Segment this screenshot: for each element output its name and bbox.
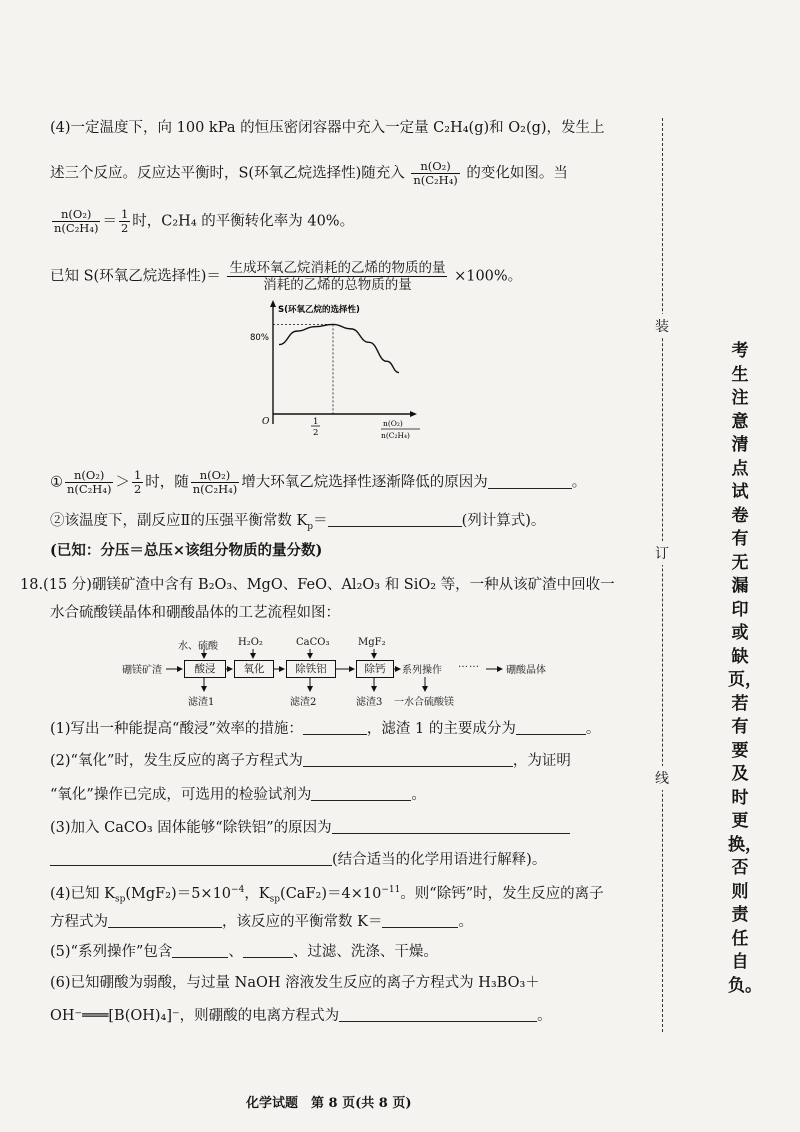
answer-blank-p1a[interactable] bbox=[303, 720, 367, 735]
half-denominator: 2 bbox=[120, 221, 129, 235]
p6-period: 。 bbox=[537, 1008, 552, 1024]
q17-4-line3: $\frac{\text{n(O₂)}}{\text{n(C₂H₄)}}$ ＝ $\frac{1}{2}$ 时，C₂H₄ 的平衡转化率为 40%。 bbox=[54, 207, 355, 235]
q18-part4 bbox=[50, 880, 604, 910]
flow-output-4: 一水合硫酸镁 bbox=[394, 697, 454, 708]
sub2-text: ②该温度下，副反应Ⅱ的压强平衡常数 K bbox=[50, 513, 308, 529]
ratio-numerator: n(O₂) bbox=[411, 160, 459, 174]
kp-subscript: p bbox=[307, 521, 314, 532]
answer-blank-p2a[interactable] bbox=[303, 752, 513, 767]
answer-blank-p5b[interactable] bbox=[243, 943, 293, 958]
ratio-denominator: n(C₂H₄) bbox=[192, 482, 238, 496]
greater-than: ＞ bbox=[115, 474, 130, 491]
sub1-marker: ① bbox=[50, 474, 63, 491]
chart-title: S(环氧乙烷的选择性) bbox=[278, 305, 360, 315]
ratio-denominator: n(C₂H₄) bbox=[67, 482, 112, 496]
p4-text-e: 。则“除钙”时，发生反应的离子 bbox=[400, 885, 604, 902]
conversion-statement: 时，C₂H₄ 的平衡转化率为 40%。 bbox=[132, 213, 355, 230]
q18-part5 bbox=[50, 942, 438, 962]
ratio-numerator: n(O₂) bbox=[65, 469, 113, 483]
p4-text-g: ，该反应的平衡常数 K＝ bbox=[222, 914, 383, 930]
definition-tail: ×100%。 bbox=[454, 268, 523, 285]
p1-text-b: ，滤渣 1 的主要成分为 bbox=[366, 721, 516, 737]
q18-part6-cont bbox=[50, 1006, 552, 1026]
q17-4-line2-tail: 的变化如图。当 bbox=[466, 165, 568, 182]
ratio-numerator: n(O₂) bbox=[191, 469, 239, 483]
partial-pressure-note: (已知：分压＝总压×该组分物质的量分数) bbox=[50, 542, 323, 559]
origin-label: O bbox=[262, 417, 270, 427]
q18-part2-cont bbox=[50, 785, 426, 805]
q18-part6: (6)已知硼酸为弱酸，与过量 NaOH 溶液发生反应的离子方程式为 H₃BO₃＋ bbox=[50, 975, 540, 991]
q17-4-line2-text: 述三个反应。反应达平衡时，S(环氧乙烷选择性)随充入 bbox=[50, 165, 405, 182]
answer-blank-p4b[interactable] bbox=[382, 913, 458, 928]
p6-text: OH⁻═══[B(OH)₄]⁻，则硼酸的电离方程式为 bbox=[50, 1008, 340, 1024]
sub1-question: 增大环氧乙烷选择性逐渐降低的原因为 bbox=[241, 474, 488, 491]
flow-end: 硼酸晶体 bbox=[506, 665, 546, 676]
q18-part2 bbox=[50, 751, 571, 771]
answer-blank-p4a[interactable] bbox=[108, 913, 222, 928]
half-numerator: 1 bbox=[133, 468, 142, 482]
ratio-denominator: n(C₂H₄) bbox=[413, 173, 458, 187]
answer-blank-p5a[interactable] bbox=[172, 943, 228, 958]
q17-4-line1: (4)一定温度下，向 100 kPa 的恒压密闭容器中充入一定量 C₂H₄(g)和 O₂(g)，发生上 bbox=[50, 120, 605, 136]
ratio-denominator: n(C₂H₄) bbox=[54, 221, 99, 235]
p4-text-d: (CaF₂)＝4×10 bbox=[280, 885, 382, 902]
answer-blank-p2b[interactable] bbox=[311, 786, 411, 801]
p4-text-a: (4)已知 K bbox=[50, 885, 115, 902]
x-axis-label-numerator: n(O₂) bbox=[383, 419, 403, 428]
flow-dots: …… bbox=[458, 659, 480, 670]
p4-period: 。 bbox=[458, 914, 473, 930]
answer-blank-p3a[interactable] bbox=[332, 819, 570, 834]
flow-step-remove-fe-al: 除铁铝 bbox=[286, 660, 336, 678]
half-denominator: 2 bbox=[133, 482, 142, 496]
p4-text-f: 方程式为 bbox=[50, 914, 108, 930]
flow-step-series: 系列操作 bbox=[402, 665, 442, 676]
q18-part1 bbox=[50, 719, 600, 739]
p3-hint: (结合适当的化学用语进行解释)。 bbox=[332, 852, 547, 868]
q18-part4-cont bbox=[50, 912, 473, 932]
q18-intro-2: 水合硫酸镁晶体和硼酸晶体的工艺流程如图： bbox=[50, 605, 340, 621]
ksp-subscript-2: sp bbox=[269, 894, 281, 905]
half-numerator: 1 bbox=[120, 207, 129, 221]
x-tick-numerator: 1 bbox=[313, 417, 319, 427]
page-footer: 化学试题 第 8 页(共 8 页) bbox=[246, 1096, 412, 1111]
y-tick-label: 80% bbox=[250, 333, 269, 343]
p2-text-b: ，为证明 bbox=[512, 753, 571, 769]
p4-text-b: (MgF₂)＝5×10 bbox=[125, 885, 232, 902]
sub2-hint: (列计算式)。 bbox=[461, 513, 546, 529]
flow-input-3: CaCO₃ bbox=[296, 637, 330, 648]
exponent-1: −4 bbox=[231, 885, 245, 895]
answer-blank-p6[interactable] bbox=[339, 1007, 537, 1022]
q18-part3 bbox=[50, 818, 570, 838]
p4-text-c: ，K bbox=[244, 885, 270, 902]
flow-input-1: 水、硫酸 bbox=[178, 641, 218, 652]
flow-output-1: 滤渣1 bbox=[188, 697, 215, 708]
answer-blank-p3b[interactable] bbox=[50, 851, 332, 866]
q18-intro-1: 18.(15 分)硼镁矿渣中含有 B₂O₃、MgO、FeO、Al₂O₃ 和 SiO₂ 等，一种从该矿渣中回收一 bbox=[20, 577, 615, 593]
p5-comma: 、 bbox=[228, 944, 243, 960]
binding-dashed-line bbox=[662, 118, 663, 1032]
x-tick-denominator: 2 bbox=[313, 428, 319, 438]
flow-input-2: H₂O₂ bbox=[238, 637, 263, 648]
exponent-2: −11 bbox=[381, 885, 401, 895]
sub1-period: 。 bbox=[571, 474, 587, 491]
flow-output-2: 滤渣2 bbox=[290, 697, 317, 708]
ksp-subscript-1: sp bbox=[114, 894, 126, 905]
candidate-notice: 考生注意清点试卷有无漏印或缺页，若有要及时更换，否则责任自负。 bbox=[728, 341, 762, 996]
q18-part3-cont bbox=[50, 850, 546, 870]
flow-step-remove-ca: 除钙 bbox=[356, 660, 394, 678]
definition-lead: 已知 S(环氧乙烷选择性)＝ bbox=[50, 268, 221, 285]
binding-label-zhuang: 装 bbox=[655, 314, 669, 338]
sub1-when: 时，随 bbox=[145, 474, 189, 491]
definition-numerator: 生成环氧乙烷消耗的乙烯的物质的量 bbox=[229, 260, 446, 276]
x-axis-label-denominator: n(C₂H₄) bbox=[381, 431, 410, 440]
flow-step-oxidation: 氧化 bbox=[234, 660, 274, 678]
p5-text: (5)“系列操作”包含 bbox=[50, 944, 173, 960]
answer-blank-p1b[interactable] bbox=[516, 720, 586, 735]
p5-tail: 、过滤、洗涤、干燥。 bbox=[292, 944, 438, 960]
flow-step-acid-leach: 酸浸 bbox=[184, 660, 226, 678]
p2-period: 。 bbox=[411, 787, 426, 803]
sub2-equals: ＝ bbox=[313, 513, 328, 529]
flow-start: 硼镁矿渣 bbox=[122, 665, 162, 676]
binding-label-ding: 订 bbox=[655, 541, 669, 565]
p2-text: (2)“氧化”时，发生反应的离子方程式为 bbox=[50, 753, 303, 769]
p2-text-c: “氧化”操作已完成，可选用的检验试剂为 bbox=[50, 787, 312, 803]
flow-output-3: 滤渣3 bbox=[356, 697, 383, 708]
binding-label-xian: 线 bbox=[655, 766, 669, 790]
definition-denominator: 消耗的乙烯的总物质的量 bbox=[263, 277, 412, 293]
ratio-numerator: n(O₂) bbox=[52, 208, 100, 222]
p3-text: (3)加入 CaCO₃ 固体能够“除铁铝”的原因为 bbox=[50, 820, 332, 836]
p1-period: 。 bbox=[585, 721, 601, 737]
flow-input-4: MgF₂ bbox=[358, 637, 386, 648]
p1-text: (1)写出一种能提高“酸浸”效率的措施： bbox=[50, 721, 303, 737]
